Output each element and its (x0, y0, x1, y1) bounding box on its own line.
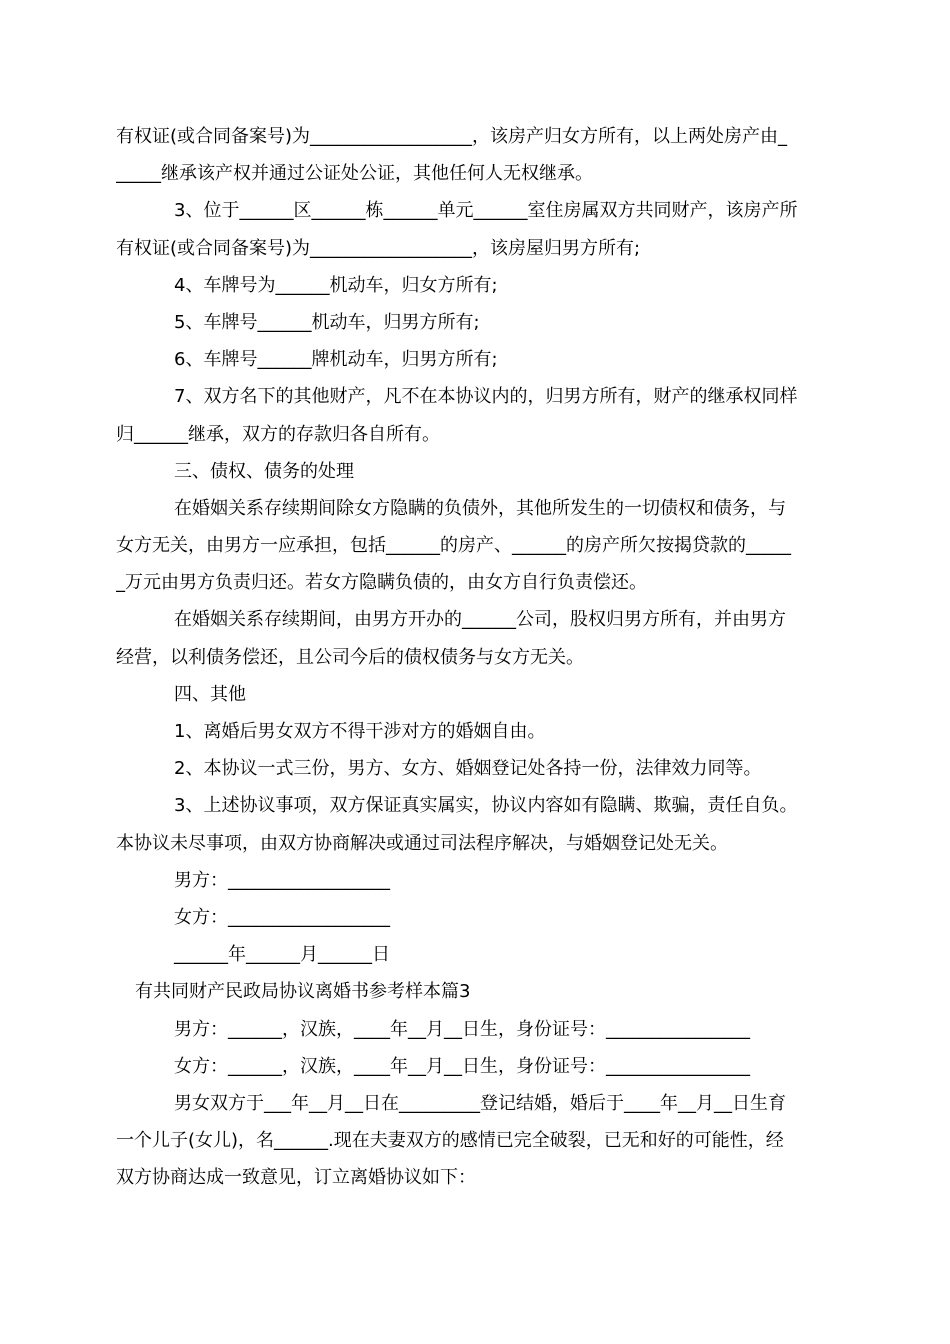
clause-5-line: 5、车牌号______机动车，归男方所有; (174, 311, 480, 333)
section-heading-debts: 三、债权、债务的处理 (174, 460, 354, 482)
paragraph-line: 有权证(或合同备案号)为__________________，该房屋归男方所有; (116, 237, 641, 259)
document-page (116, 118, 838, 1196)
paragraph-line: 本协议未尽事项，由双方协商解决或通过司法程序解决，与婚姻登记处无关。 (116, 832, 728, 854)
paragraph-line: 双方协商达成一致意见，订立离婚协议如下： (116, 1167, 476, 1189)
paragraph-line: 男女双方于___年__月__日在_________登记结婚，婚后于____年__月__日生育 (174, 1092, 786, 1114)
party-female-line: 女方：______，汉族，____年__月__日生，身份证号：________________ (174, 1055, 750, 1077)
paragraph-line: _____继承该产权并通过公证处公证，其他任何人无权继承。 (116, 163, 593, 185)
paragraph-line: 经营，以利债务偿还，且公司今后的债权债务与女方无关。 (116, 646, 584, 668)
party-male-line: 男方：______，汉族，____年__月__日生，身份证号：________________ (174, 1018, 750, 1040)
clause-3-line: 3、位于______区______栋______单元______室住房属双方共同财产，该房产所 (174, 200, 798, 222)
clause-7-line: 7、双方名下的其他财产，凡不在本协议内的，归男方所有，财产的继承权同样 (174, 386, 798, 408)
signature-female: 女方：__________________ (174, 906, 390, 928)
paragraph-line: _万元由男方负责归还。若女方隐瞒负债的，由女方自行负责偿还。 (116, 572, 647, 594)
paragraph-line: 女方无关，由男方一应承担，包括______的房产、______的房产所欠按揭贷款的_____ (116, 535, 791, 557)
section-heading-other: 四、其他 (174, 683, 246, 705)
signature-male: 男方：__________________ (174, 869, 390, 891)
other-clause-1-line: 1、离婚后男女双方不得干涉对方的婚姻自由。 (174, 721, 546, 742)
clause-4-line: 4、车牌号为______机动车，归女方所有; (174, 274, 498, 296)
paragraph-line: 在婚姻关系存续期间，由男方开办的______公司，股权归男方所有，并由男方 (174, 609, 786, 631)
sample-title: 有共同财产民政局协议离婚书参考样本篇3 (135, 981, 471, 1003)
paragraph-line: 在婚姻关系存续期间除女方隐瞒的负债外，其他所发生的一切债权和债务，与 (174, 497, 786, 519)
other-clause-3-line: 3、上述协议事项，双方保证真实属实，协议内容如有隐瞒、欺骗，责任自负。 (174, 795, 798, 817)
paragraph-line: 归______继承，双方的存款归各自所有。 (116, 423, 440, 445)
clause-6-line: 6、车牌号______牌机动车，归男方所有; (174, 349, 498, 371)
paragraph-line: 有权证(或合同备案号)为__________________，该房产归女方所有，以上两处房产由_ (116, 126, 788, 147)
signature-date: ______年______月______日 (174, 944, 390, 966)
paragraph-line: 一个儿子(女儿)，名______.现在夫妻双方的感情已完全破裂，已无和好的可能性，经 (116, 1130, 784, 1152)
other-clause-2-line: 2、本协议一式三份，男方、女方、婚姻登记处各持一份，法律效力同等。 (174, 758, 762, 780)
